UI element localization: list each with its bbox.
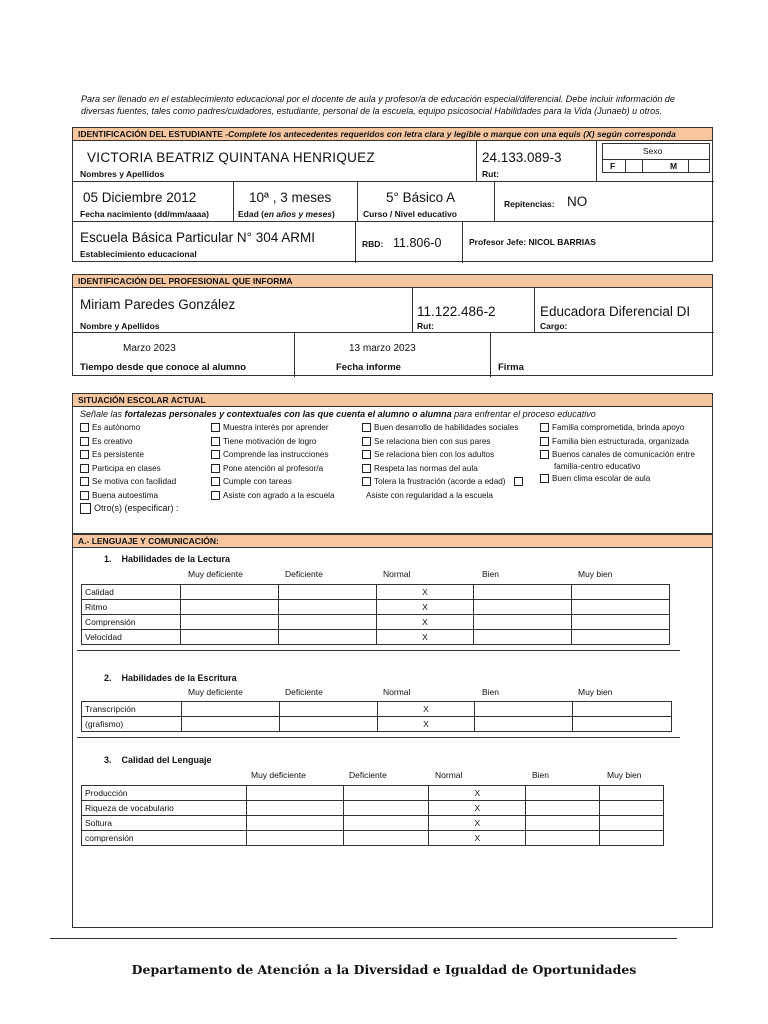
writing-table <box>81 701 672 732</box>
rbd-value: 11.806-0 <box>393 236 442 250</box>
strengths-col3 <box>362 421 526 502</box>
strength-item[interactable]: Tolera la frustración (acorde a edad) <box>362 475 526 489</box>
strengths-col1 <box>80 421 179 516</box>
situation-prompt: Señale las fortalezas personales y contextuales con las que cuenta el alumno o alumna para enfrentar el proceso educativo <box>80 409 596 419</box>
table-row: Velocidad X <box>82 630 670 645</box>
strength-item[interactable]: Es creativo <box>80 435 179 449</box>
strength-checkbox[interactable] <box>362 464 371 473</box>
level-header: Deficiente <box>285 687 323 697</box>
strengths-col2 <box>211 421 335 502</box>
level-header: Deficiente <box>285 569 323 579</box>
repitencias-value: NO <box>567 194 588 209</box>
table-row: Soltura X <box>82 816 664 831</box>
level-header: Bien <box>482 569 500 579</box>
level-header: Deficiente <box>349 770 387 780</box>
table-row: Calidad X <box>82 585 670 600</box>
strength-item-cont: familia-centro educativo <box>554 462 641 471</box>
professional-header: IDENTIFICACIÓN DEL PROFESIONAL QUE INFORMA <box>73 275 712 288</box>
strength-item[interactable]: Comprende las instrucciones <box>211 448 335 462</box>
teacher-label: Profesor Jefe: NICOL BARRIAS <box>469 237 596 247</box>
strength-item[interactable]: Cumple con tareas <box>211 475 335 489</box>
strength-item[interactable]: Asiste con regularidad a la escuela <box>366 490 493 500</box>
since-label: Tiempo desde que conoce al alumno <box>80 362 247 373</box>
strength-other[interactable]: Otro(s) (especificar) : <box>80 502 179 516</box>
professional-section <box>72 274 713 376</box>
age-value: 10ª , 3 meses <box>249 190 332 205</box>
student-header-title: IDENTIFICACIÓN DEL ESTUDIANTE <box>78 129 223 139</box>
strength-item[interactable]: Se relaciona bien con sus pares <box>362 435 526 449</box>
table-row: Transcripción X <box>82 702 672 717</box>
prof-name: Miriam Paredes González <box>80 297 236 312</box>
sign-label: Firma <box>498 362 524 373</box>
repitencias-label: Repitencias: <box>504 199 555 209</box>
strength-checkbox[interactable] <box>80 450 89 459</box>
prof-rut-cell[interactable] <box>413 288 535 333</box>
quality-table <box>81 785 664 846</box>
student-rut-label: Rut: <box>482 169 499 179</box>
school-label: Establecimiento educacional <box>80 249 197 259</box>
strength-checkbox[interactable] <box>211 437 220 446</box>
strength-item[interactable]: Pone atención al profesor/a <box>211 462 335 476</box>
date-value: 13 marzo 2023 <box>349 343 416 354</box>
strength-checkbox[interactable] <box>80 423 89 432</box>
situation-section <box>72 393 713 534</box>
student-header <box>73 128 712 141</box>
strength-checkbox[interactable] <box>362 477 371 486</box>
reading-title: 1. Habilidades de la Lectura <box>104 554 231 564</box>
strength-checkbox[interactable] <box>540 474 549 483</box>
strength-checkbox[interactable] <box>514 477 523 486</box>
table-row: Riqueza de vocabulario X <box>82 801 664 816</box>
strength-checkbox[interactable] <box>80 437 89 446</box>
date-label: Fecha informe <box>336 362 401 373</box>
level-header: Muy deficiente <box>251 770 306 780</box>
school-name: Escuela Básica Particular N° 304 ARMI <box>80 230 315 245</box>
sex-f-checkbox[interactable] <box>625 159 643 172</box>
strength-item[interactable]: Buenos canales de comunicación entre <box>540 448 695 460</box>
strength-item[interactable]: Buen clima escolar de aula <box>540 472 695 486</box>
birth-cell[interactable] <box>73 182 234 222</box>
strength-item[interactable]: Se relaciona bien con los adultos <box>362 448 526 462</box>
strengths-col4 <box>540 421 695 486</box>
repitencias-cell[interactable] <box>495 182 714 222</box>
strength-checkbox[interactable] <box>211 477 220 486</box>
strength-checkbox[interactable] <box>540 437 549 446</box>
prof-role-cell[interactable] <box>535 288 714 333</box>
rbd-label: RBD: <box>362 239 384 249</box>
sex-label: Sexo <box>643 146 663 156</box>
age-label: Edad (en años y meses) <box>238 209 335 219</box>
prof-role: Educadora Diferencial DI <box>540 304 691 319</box>
footer-divider <box>50 938 677 939</box>
level-header: Muy bien <box>578 569 613 579</box>
strength-item[interactable]: Respeta las normas del aula <box>362 462 526 476</box>
prof-name-label: Nombre y Apellidos <box>80 321 160 331</box>
sex-f-label: F <box>610 161 616 171</box>
strength-checkbox[interactable] <box>80 464 89 473</box>
strength-checkbox[interactable] <box>540 423 549 432</box>
prof-name-cell[interactable] <box>73 288 413 333</box>
strength-item[interactable]: Buena autoestima <box>80 489 179 503</box>
strength-checkbox[interactable] <box>211 464 220 473</box>
level-header: Muy bien <box>578 687 613 697</box>
table-row: Producción X <box>82 786 664 801</box>
situation-header: SITUACIÓN ESCOLAR ACTUAL <box>73 394 712 407</box>
date-cell[interactable] <box>295 333 491 377</box>
level-header: Muy deficiente <box>188 569 243 579</box>
table-row: Comprensión X <box>82 615 670 630</box>
language-section <box>72 534 713 928</box>
since-cell[interactable] <box>73 333 295 377</box>
strength-item[interactable]: Se motiva con facilidad <box>80 475 179 489</box>
other-checkbox[interactable] <box>80 503 91 514</box>
reading-table <box>81 584 670 645</box>
level-header: Normal <box>383 569 411 579</box>
sex-m-checkbox[interactable] <box>688 159 705 172</box>
strength-item[interactable]: Familia comprometida, brinda apoyo <box>540 421 695 435</box>
course-label: Curso / Nivel educativo <box>363 209 457 219</box>
prof-rut: 11.122.486-2 <box>417 304 496 319</box>
strength-checkbox[interactable] <box>362 437 371 446</box>
course-cell[interactable] <box>358 182 495 222</box>
student-name-cell[interactable] <box>73 141 477 182</box>
intro-text: Para ser llenado en el establecimiento educacional por el docente de aula y profesor/a de educación especial/diferencial. Debe incluir información de diversas fuentes, tales como padres/cuidadores, estudiante, personal de la escuela, equipo psicosocial Habilidades para la Vida (Junaeb) u otros. <box>81 94 675 116</box>
rbd-cell[interactable] <box>356 222 463 263</box>
strength-checkbox[interactable] <box>211 450 220 459</box>
strength-item[interactable]: Muestra interés por aprender <box>211 421 335 435</box>
student-name-label: Nombres y Apellidos <box>80 169 165 179</box>
student-section <box>72 127 713 262</box>
strength-item[interactable]: Asiste con agrado a la escuela <box>211 489 335 503</box>
level-header: Muy deficiente <box>188 687 243 697</box>
footer-text: Departamento de Atención a la Diversidad e Igualdad de Oportunidades <box>131 962 637 977</box>
student-header-note: -Complete los antecedentes requeridos con letra clara y legible o marque con una equis (X) según corresponda <box>225 129 676 139</box>
strength-checkbox[interactable] <box>80 491 89 500</box>
level-header: Normal <box>383 687 411 697</box>
strength-item[interactable]: Participa en clases <box>80 462 179 476</box>
student-rut-cell[interactable] <box>477 141 597 182</box>
age-cell[interactable] <box>234 182 358 222</box>
strength-checkbox[interactable] <box>362 450 371 459</box>
student-name: VICTORIA BEATRIZ QUINTANA HENRIQUEZ <box>87 150 376 165</box>
strength-item[interactable]: Es autónomo <box>80 421 179 435</box>
strength-checkbox[interactable] <box>80 477 89 486</box>
prof-rut-label: Rut: <box>417 321 434 331</box>
teacher-cell[interactable] <box>463 222 714 263</box>
strength-checkbox[interactable] <box>211 491 220 500</box>
sign-cell[interactable] <box>491 333 714 377</box>
strength-checkbox[interactable] <box>211 423 220 432</box>
course-value: 5° Básico A <box>386 190 456 205</box>
table-row: comprensión X <box>82 831 664 846</box>
strength-checkbox[interactable] <box>362 423 371 432</box>
table-row: Ritmo X <box>82 600 670 615</box>
birth-label: Fecha nacimiento (dd/mm/aaaa) <box>80 209 209 219</box>
level-header: Bien <box>532 770 550 780</box>
language-header: A.- LENGUAJE Y COMUNICACIÓN: <box>73 535 712 548</box>
birth-date: 05 Diciembre 2012 <box>83 190 197 205</box>
strength-checkbox[interactable] <box>540 450 549 459</box>
student-rut: 24.133.089-3 <box>482 150 562 165</box>
strength-item[interactable]: Tiene motivación de logro <box>211 435 335 449</box>
strength-item[interactable]: Es persistente <box>80 448 179 462</box>
strength-item[interactable]: Familia bien estructurada, organizada <box>540 435 695 449</box>
sex-m-label: M <box>670 161 678 171</box>
level-header: Normal <box>435 770 463 780</box>
since-value: Marzo 2023 <box>123 343 176 354</box>
school-cell[interactable] <box>73 222 356 263</box>
quality-title: 3. Calidad del Lenguaje <box>104 755 212 765</box>
prof-role-label: Cargo: <box>540 321 568 331</box>
writing-title: 2. Habilidades de la Escritura <box>104 673 237 683</box>
level-header: Muy bien <box>607 770 642 780</box>
strength-item[interactable]: Buen desarrollo de habilidades sociales <box>362 421 526 435</box>
table-row: (grafismo) X <box>82 717 672 732</box>
student-sex-cell <box>597 141 714 182</box>
level-header: Bien <box>482 687 500 697</box>
